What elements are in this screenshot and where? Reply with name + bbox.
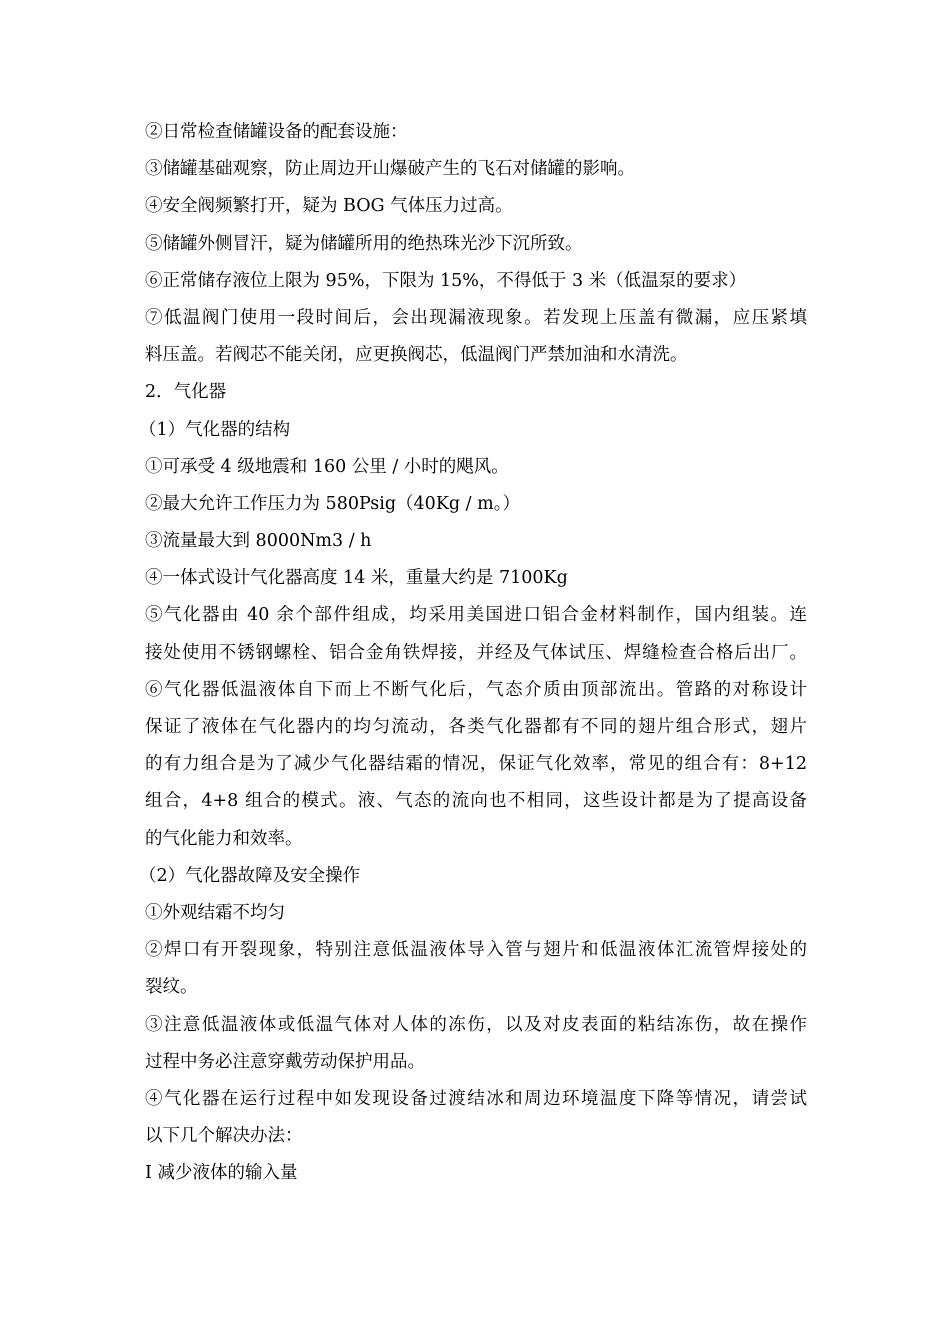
text-line-16: ⑥气化器低温液体自下而上不断气化后，气态介质由顶部流出。管路的对称设计 xyxy=(145,679,807,700)
text-line-22: ①外观结霜不均匀 xyxy=(145,902,285,923)
text-line-12: ③流量最大到 8000Nm3 / h xyxy=(145,531,372,552)
text-line-6: ⑦低温阀门使用一段时间后，会出现漏液现象。若发现上压盖有微漏，应压紧填 xyxy=(145,307,807,328)
text-line-23: ②焊口有开裂现象，特别注意低温液体导入管与翅片和低温液体汇流管焊接处的 xyxy=(145,940,807,961)
text-line-19: 组合，4+8 组合的模式。液、气态的流向也不相同，这些设计都是为了提高设备 xyxy=(145,791,807,812)
text-line-7: 料压盖。若阀芯不能关闭，应更换阀芯，低温阀门严禁加油和水清洗。 xyxy=(145,345,688,366)
text-line-10: ①可承受 4 级地震和 160 公里 / 小时的飓风。 xyxy=(145,456,509,477)
text-line-3: ④安全阀频繁打开，疑为 BOG 气体压力过高。 xyxy=(145,196,513,217)
subsection-heading-structure: （1）气化器的结构 xyxy=(139,419,291,440)
text-line-26: 过程中务必注意穿戴劳动保护用品。 xyxy=(145,1051,425,1072)
text-line-29: I 减少液体的输入量 xyxy=(145,1163,298,1184)
text-line-11: ②最大允许工作压力为 580Psig（40Kg / m。） xyxy=(145,493,520,514)
text-line-17: 保证了液体在气化器内的均匀流动，各类气化器都有不同的翅片组合形式，翅片 xyxy=(145,717,807,737)
text-line-5: ⑥正常储存液位上限为 95%，下限为 15%，不得低于 3 米（低温泵的要求） xyxy=(145,270,747,291)
text-line-27: ④气化器在运行过程中如发现设备过渡结冰和周边环境温度下降等情况，请尝试 xyxy=(145,1088,807,1109)
document-body xyxy=(139,114,807,1192)
text-line-24: 裂纹。 xyxy=(145,977,198,998)
text-line-14: ⑤气化器由 40 余个部件组成，均采用美国进口铝合金材料制作，国内组装。连 xyxy=(145,605,807,626)
text-line-4: ⑤储罐外侧冒汗，疑为储罐所用的绝热珠光沙下沉所致。 xyxy=(145,233,583,254)
subsection-heading-faults: （2）气化器故障及安全操作 xyxy=(139,865,361,886)
text-line-15: 接处使用不锈钢螺栓、铝合金角铁焊接，并经及气体试压、焊缝检查合格后出厂。 xyxy=(145,642,807,663)
section-heading-vaporizer: 2．气化器 xyxy=(145,382,227,403)
text-line-18: 的有力组合是为了减少气化器结霜的情况，保证气化效率，常见的组合有：8+12 xyxy=(145,754,807,775)
text-line-20: 的气化能力和效率。 xyxy=(145,828,303,849)
text-line-13: ④一体式设计气化器高度 14 米，重量大约是 7100Kg xyxy=(145,568,568,589)
text-line-2: ③储罐基础观察，防止周边开山爆破产生的飞石对储罐的影响。 xyxy=(145,159,635,180)
text-line-25: ③注意低温液体或低温气体对人体的冻伤，以及对皮表面的粘结冻伤，故在操作 xyxy=(145,1014,807,1035)
text-line-28: 以下几个解决办法： xyxy=(145,1126,303,1147)
text-line-1: ②日常检查储罐设备的配套设施： xyxy=(145,122,408,142)
